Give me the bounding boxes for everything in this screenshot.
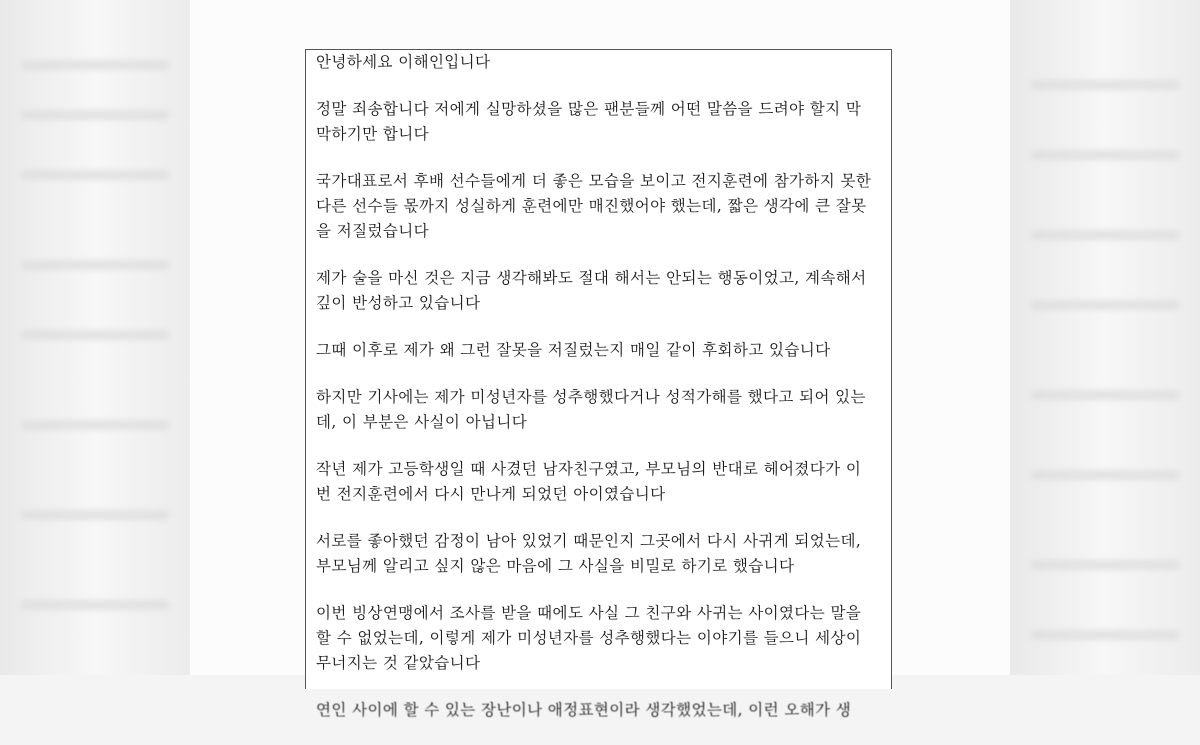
ghost-line xyxy=(1030,150,1180,160)
left-blur-band xyxy=(0,0,190,675)
ghost-line xyxy=(1030,470,1180,480)
paragraph-cut-off: 연인 사이에 할 수 있는 장난이나 애정표현이라 생각했었는데, 이런 오해가 생 xyxy=(316,701,852,719)
paragraph: 하지만 기사에는 제가 미성년자를 성추행했다거나 성적가해를 했다고 되어 있는 데, 이 부분은 사실이 아닙니다 xyxy=(316,388,866,431)
ghost-line xyxy=(20,60,170,70)
statement-text xyxy=(316,50,886,745)
ghost-line xyxy=(20,110,170,120)
ghost-line xyxy=(1030,300,1180,310)
paragraph-greeting: 안녕하세요 이해인입니다 xyxy=(316,53,491,71)
paragraph: 정말 죄송합니다 저에게 실망하셨을 많은 팬분들께 어떤 말씀을 드려야 할지 막 막하기만 합니다 xyxy=(316,100,862,143)
paragraph: 작년 제가 고등학생일 때 사겼던 남자친구였고, 부모님의 반대로 헤어졌다가 이 번 전지훈련에서 다시 만나게 되었던 아이였습니다 xyxy=(316,460,862,503)
ghost-line xyxy=(1030,560,1180,570)
ghost-line xyxy=(20,510,170,520)
ghost-line xyxy=(1030,80,1180,90)
ghost-line xyxy=(20,600,170,610)
statement-box xyxy=(305,49,892,719)
ghost-line xyxy=(1030,230,1180,240)
paragraph: 그때 이후로 제가 왜 그런 잘못을 저질렀는지 매일 같이 후회하고 있습니다 xyxy=(316,341,831,359)
ghost-line xyxy=(20,420,170,430)
ghost-line xyxy=(20,330,170,340)
paragraph: 국가대표로서 후배 선수들에게 더 좋은 모습을 보이고 전지훈련에 참가하지 못한 다른 선수들 몫까지 성실하게 훈련에만 매진했어야 했는데, 짧은 생각에 큰 잘못 을 저질렀습니다 xyxy=(316,172,872,240)
ghost-line xyxy=(20,260,170,270)
ghost-line xyxy=(1030,390,1180,400)
paragraph: 제가 술을 마신 것은 지금 생각해봐도 절대 해서는 안되는 행동이었고, 계속해서 깊이 반성하고 있습니다 xyxy=(316,269,867,312)
paragraph: 이번 빙상연맹에서 조사를 받을 때에도 사실 그 친구와 사귀는 사이였다는 말을 할 수 없었는데, 이렇게 제가 미성년자를 성추행했다는 이야기를 들으니 세상이 무너지는 것 같았습니다 xyxy=(316,604,862,672)
ghost-line xyxy=(20,170,170,180)
paragraph: 서로를 좋아했던 감정이 남아 있었기 때문인지 그곳에서 다시 사귀게 되었는데, 부모님께 알리고 싶지 않은 마음에 그 사실을 비밀로 하기로 했습니다 xyxy=(316,532,862,575)
ghost-line xyxy=(1030,630,1180,640)
right-blur-band xyxy=(1010,0,1200,675)
